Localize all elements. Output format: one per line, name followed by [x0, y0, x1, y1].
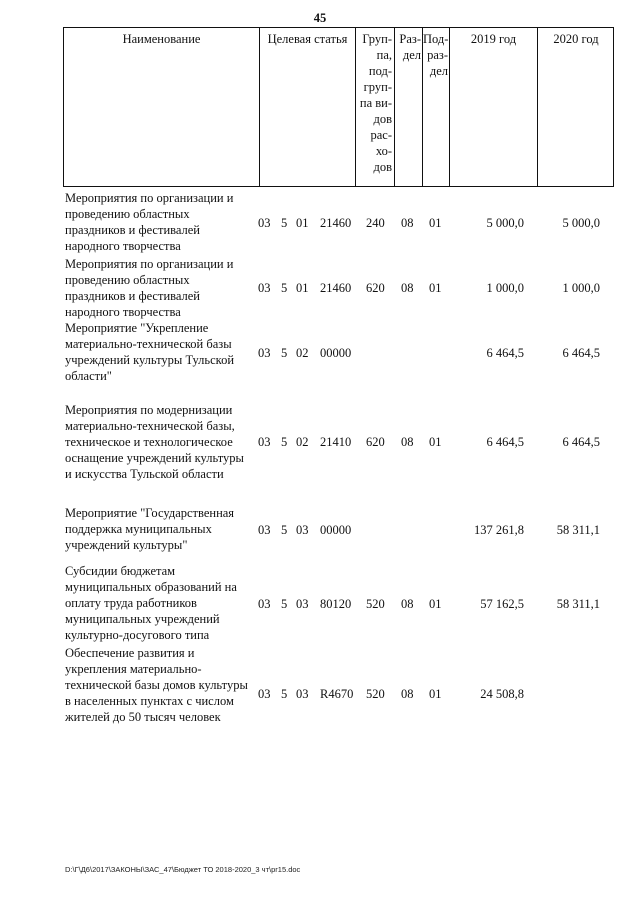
- header-year-2020: 2020 год: [553, 32, 599, 46]
- row-name: Субсидии бюджетам муниципальных образований на оплату труда работников муниципальных учреждений культурно-досугового типа: [65, 564, 237, 642]
- row-code-subprogram: 5: [281, 687, 288, 701]
- row-amount-2020: 5 000,0: [562, 216, 600, 230]
- header-subsection: Под- раз- дел: [423, 32, 449, 78]
- row-amount-2019: 137 261,8: [474, 523, 524, 537]
- header-name: Наименование: [122, 32, 201, 46]
- row-section: 08: [401, 435, 414, 449]
- row-name: Мероприятия по организации и проведению областных праздников и фестивалей народного творчества: [65, 191, 234, 253]
- row-name: Мероприятие "Укрепление материально-технической базы учреждений культуры Тульской области": [65, 321, 235, 383]
- row-code-direction: R4670: [320, 687, 354, 701]
- row-code-direction: 00000: [320, 523, 352, 537]
- row-section: 08: [401, 687, 414, 701]
- row-name: Обеспечение развития и укрепления материально-технической базы домов культуры в населенных пунктах с числом жителей до 50 тысяч человек: [65, 646, 248, 724]
- row-code-event: 02: [296, 346, 309, 360]
- row-code-event: 03: [296, 523, 309, 537]
- row-name: Мероприятия по модернизации материально-технической базы, техническое и технологическое оснащение учреждений культуры и искусства Тульской области: [65, 403, 244, 481]
- header-expense-group: Груп- па, под- груп- па ви- дов рас- хо- дов: [359, 32, 392, 174]
- row-code-subprogram: 5: [281, 435, 288, 449]
- row-code-program: 03: [258, 687, 271, 701]
- row-name: Мероприятия по организации и проведению областных праздников и фестивалей народного творчества: [65, 257, 234, 319]
- row-code-event: 01: [296, 216, 309, 230]
- row-name: Мероприятие "Государственная поддержка муниципальных учреждений культуры": [65, 506, 235, 552]
- row-expense-group: 620: [366, 435, 385, 449]
- row-expense-group: 620: [366, 281, 385, 295]
- row-code-subprogram: 5: [281, 523, 288, 537]
- page-number: 45: [313, 11, 327, 25]
- row-subsection: 01: [429, 687, 442, 701]
- row-expense-group: 520: [366, 597, 385, 611]
- row-section: 08: [401, 216, 414, 230]
- row-amount-2019: 6 464,5: [486, 435, 524, 449]
- header-year-2019: 2019 год: [470, 32, 517, 46]
- row-code-event: 02: [296, 435, 309, 449]
- file-path-footer: D:\Г\Д6\2017\ЗАКОНЫ\ЗАС_47\Бюджет ТО 2018-2020_3 чт\pr15.doc: [65, 865, 301, 874]
- row-section: 08: [401, 281, 414, 295]
- row-code-program: 03: [258, 523, 271, 537]
- row-code-event: 03: [296, 687, 309, 701]
- row-code-program: 03: [258, 281, 271, 295]
- row-code-subprogram: 5: [281, 216, 288, 230]
- row-amount-2020: 6 464,5: [562, 435, 600, 449]
- row-code-direction: 00000: [320, 346, 352, 360]
- row-amount-2019: 1 000,0: [486, 281, 524, 295]
- header-section: Раз- дел: [399, 32, 421, 62]
- header-target-article: Целевая статья: [267, 32, 348, 46]
- row-code-direction: 80120: [320, 597, 352, 611]
- row-amount-2020: 1 000,0: [562, 281, 600, 295]
- row-code-event: 03: [296, 597, 309, 611]
- row-code-program: 03: [258, 346, 271, 360]
- row-code-program: 03: [258, 216, 271, 230]
- row-amount-2020: 58 311,1: [556, 523, 600, 537]
- row-amount-2019: 6 464,5: [486, 346, 524, 360]
- row-code-direction: 21460: [320, 216, 352, 230]
- row-code-program: 03: [258, 435, 271, 449]
- row-subsection: 01: [429, 281, 442, 295]
- row-section: 08: [401, 597, 414, 611]
- row-amount-2020: 58 311,1: [556, 597, 600, 611]
- row-code-subprogram: 5: [281, 597, 288, 611]
- row-code-program: 03: [258, 597, 271, 611]
- row-expense-group: 240: [366, 216, 385, 230]
- row-code-direction: 21460: [320, 281, 352, 295]
- row-expense-group: 520: [366, 687, 385, 701]
- row-subsection: 01: [429, 216, 442, 230]
- row-code-direction: 21410: [320, 435, 352, 449]
- row-subsection: 01: [429, 435, 442, 449]
- row-code-subprogram: 5: [281, 281, 288, 295]
- row-amount-2019: 5 000,0: [486, 216, 524, 230]
- row-amount-2020: 6 464,5: [562, 346, 600, 360]
- row-amount-2019: 57 162,5: [480, 597, 524, 611]
- row-code-subprogram: 5: [281, 346, 288, 360]
- row-amount-2019: 24 508,8: [480, 687, 524, 701]
- row-code-event: 01: [296, 281, 309, 295]
- row-subsection: 01: [429, 597, 442, 611]
